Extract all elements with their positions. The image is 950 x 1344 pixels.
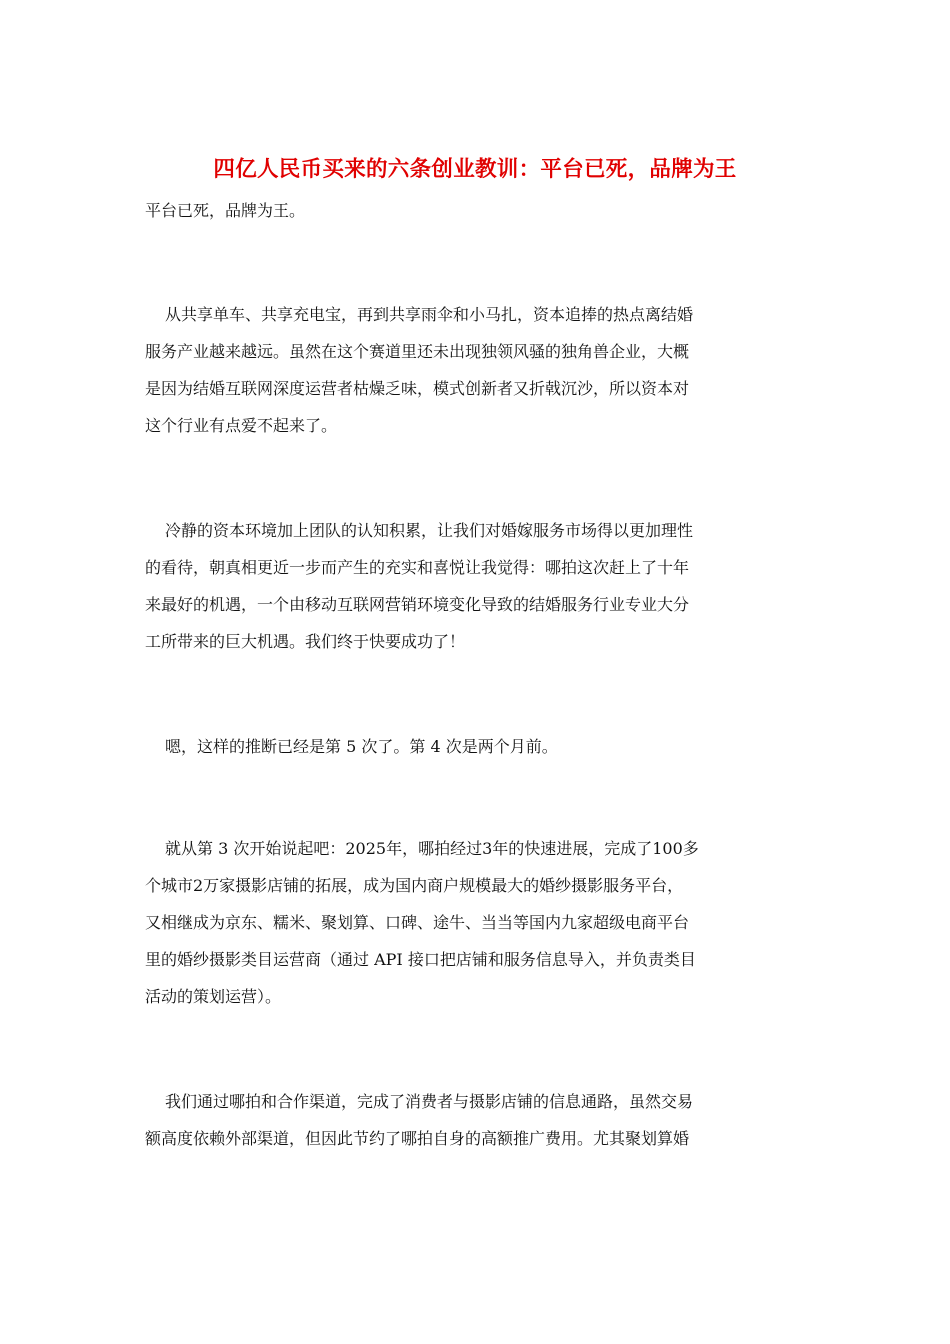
- document-subtitle: 平台已死，品牌为王。: [145, 201, 306, 220]
- paragraph-line: 服务产业越来越远。虽然在这个赛道里还未出现独领风骚的独角兽企业，大概: [145, 342, 690, 361]
- paragraph-line: 我们通过哪拍和合作渠道，完成了消费者与摄影店铺的信息通路，虽然交易: [165, 1092, 694, 1111]
- paragraph-line: 个城市2万家摄影店铺的拓展，成为国内商户规模最大的婚纱摄影服务平台，: [145, 876, 684, 895]
- paragraph-2: [145, 512, 810, 660]
- paragraph-line: 从共享单车、共享充电宝，再到共享雨伞和小马扎，资本追捧的热点离结婚: [165, 305, 694, 324]
- paragraph-line: 里的婚纱摄影类目运营商（通过 API 接口把店铺和服务信息导入，并负责类目: [145, 950, 696, 969]
- paragraph-line: 来最好的机遇，一个由移动互联网营销环境变化导致的结婚服务行业专业大分: [145, 595, 690, 614]
- paragraph-line: 是因为结婚互联网深度运营者枯燥乏味，模式创新者又折戟沉沙，所以资本对: [145, 379, 690, 398]
- document-title: 四亿人民币买来的六条创业教训：平台已死，品牌为王: [213, 157, 737, 182]
- paragraph-line: 就从第 3 次开始说起吧：2025年，哪拍经过3年的快速进展，完成了100多: [165, 839, 699, 858]
- paragraph-5: [145, 1083, 810, 1157]
- paragraph-3: [145, 728, 810, 765]
- paragraph-line: 嗯，这样的推断已经是第 5 次了。第 4 次是两个月前。: [165, 737, 558, 756]
- paragraph-line: 冷静的资本环境加上团队的认知积累，让我们对婚嫁服务市场得以更加理性: [165, 521, 694, 540]
- paragraph-line: 又相继成为京东、糯米、聚划算、口碑、途牛、当当等国内九家超级电商平台: [145, 913, 690, 932]
- paragraph-1: [145, 296, 810, 444]
- paragraph-line: 的看待，朝真相更近一步而产生的充实和喜悦让我觉得：哪拍这次赶上了十年: [145, 558, 690, 577]
- paragraph-line: 工所带来的巨大机遇。我们终于快要成功了！: [145, 632, 466, 651]
- paragraph-line: 额高度依赖外部渠道，但因此节约了哪拍自身的高额推广费用。尤其聚划算婚: [145, 1129, 690, 1148]
- paragraph-line: 活动的策划运营）。: [145, 987, 282, 1006]
- paragraph-line: 这个行业有点爱不起来了。: [145, 416, 338, 435]
- paragraph-4: [145, 830, 810, 1015]
